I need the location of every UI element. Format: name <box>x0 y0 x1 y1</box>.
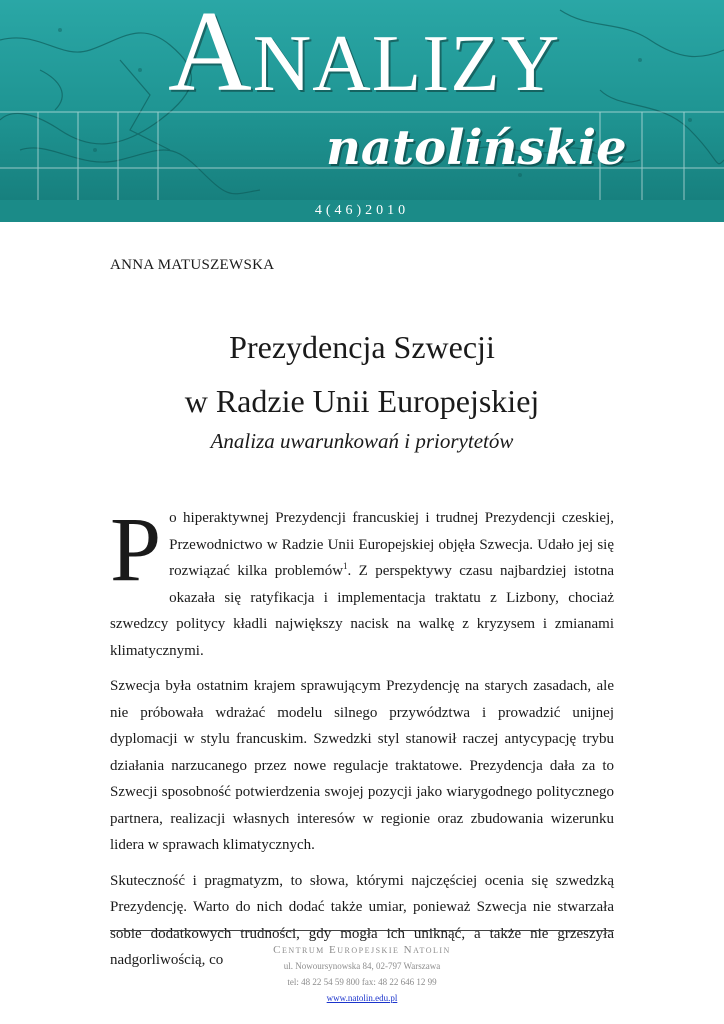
paragraph-1-text-a: o hiperaktywnej Prezydencji francuskiej i trudnej Prezydencji czeskiej, Przewodnictwo w Radzie Unii Europejskiej objęła Szwecja. Udało jej się rozwiązać kilka problemów <box>169 510 614 579</box>
footer-website-link[interactable]: www.natolin.edu.pl <box>326 993 398 1003</box>
paragraph-3: Skuteczność i pragmatyzm, to słowa, którymi najczęściej ocenia się szwedzką Prezydencję. Warto do nich dodać także umiar, ponieważ Szwecja nie stwarzała sobie dodatkowych trudności, gdy mogła ich uniknąć, a także nie grzeszyła nadgorliwością, co <box>110 872 614 968</box>
paragraph-2: Szwecja była ostatnim krajem sprawującym Prezydencję na starych zasadach, ale nie próbowała wdrażać modelu silnego przywództwa i prowadzić unijnej dyplomacji w stylu francuskim. Szwedzki styl stanowił raczej antycypację trybu działania narzucanego przez nowe regulacje traktatowe. Prezydencja dała za to Szwecji sposobność potwierdzenia swojej pozycji jako wiarygodnego politycznego partnera, realizacji własnych interesów w regionie oraz zbudowania wizerunku lidera w sprawach klimatycznych. <box>110 678 614 853</box>
article-title-line-2: w Radzie Unii Europejskiej <box>184 383 540 419</box>
page-footer <box>0 942 724 1006</box>
footer-organization: Centrum Europejskie Natolin <box>273 944 451 956</box>
footer-divider <box>110 930 614 931</box>
masthead-banner <box>0 0 724 200</box>
journal-title: Analizy <box>168 0 561 116</box>
footnote-marker[interactable]: 1 <box>343 561 348 571</box>
footer-phone: tel: 48 22 54 59 800 fax: 48 22 646 12 99 <box>287 977 437 987</box>
article-body <box>110 498 614 983</box>
paragraph-1 <box>110 498 614 664</box>
drop-cap: P <box>110 498 162 600</box>
article-title <box>0 320 724 428</box>
article-title-line-1: Prezydencja Szwecji <box>229 329 495 365</box>
article-subtitle: Analiza uwarunkowań i priorytetów <box>210 429 514 453</box>
journal-subtitle: natolińskie <box>326 120 627 176</box>
issue-number: 4(46)2010 <box>0 200 724 222</box>
footer-address: ul. Nowoursynowska 84, 02-797 Warszawa <box>283 961 441 971</box>
author-name: ANNA MATUSZEWSKA <box>110 257 275 273</box>
paragraph-1-text-b: . Z perspektywy czasu najbardziej istotna okazała się ratyfikacja i implementacja traktatu z Lizbony, chociaż szwedzcy politycy kładli największy nacisk na walkę z kryzysem i zmianami klimatycznymi. <box>110 563 614 659</box>
